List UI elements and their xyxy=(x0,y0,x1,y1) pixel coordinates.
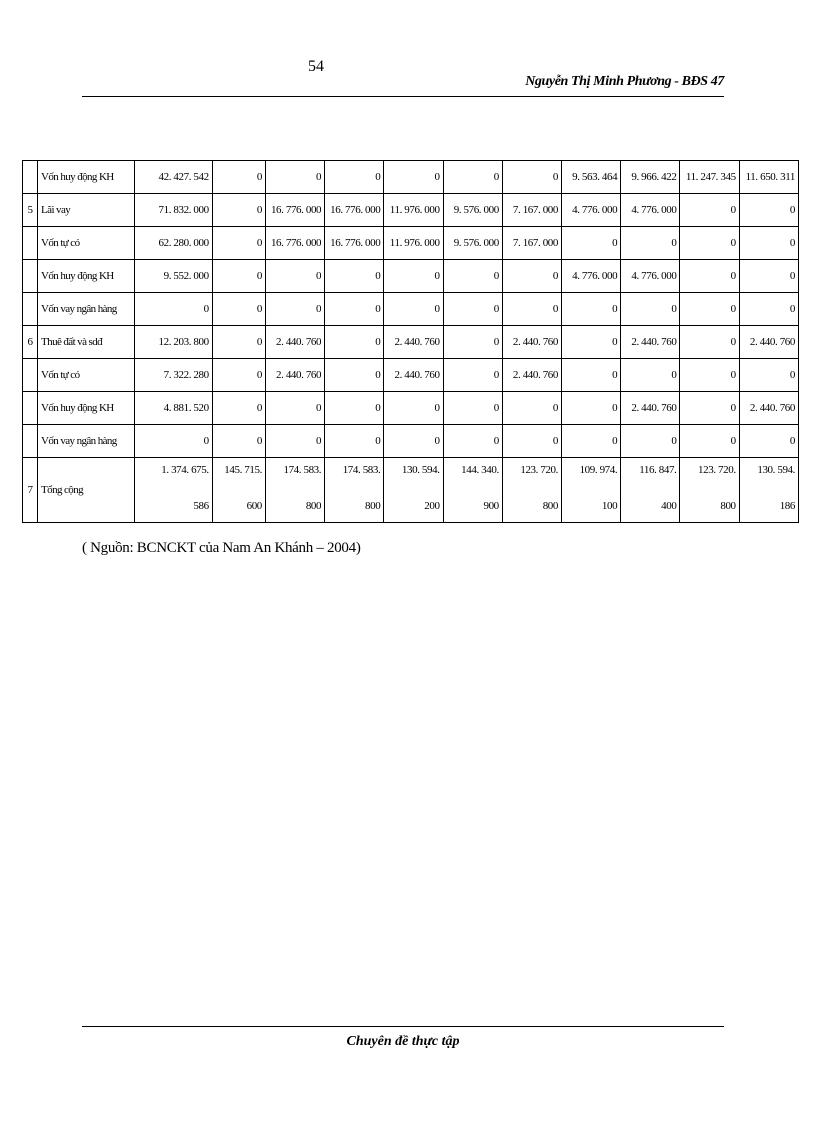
value-cell: 0 xyxy=(443,326,502,359)
value-cell: 2. 440. 760 xyxy=(384,326,443,359)
value-cell: 0 xyxy=(265,425,324,458)
total-value-line1: 130. 594. xyxy=(757,464,795,476)
total-value-cell xyxy=(325,458,384,523)
value-cell: 0 xyxy=(680,359,739,392)
value-cell: 2. 440. 760 xyxy=(502,359,561,392)
value-cell: 0 xyxy=(562,326,621,359)
total-value-line1: 1. 374. 675. xyxy=(161,464,209,476)
total-value-line2: 186 xyxy=(779,500,795,512)
row-label: Vốn tự có xyxy=(38,359,135,392)
value-cell: 2. 440. 760 xyxy=(739,326,798,359)
value-cell: 0 xyxy=(680,326,739,359)
value-cell: 0 xyxy=(212,392,265,425)
total-value-cell xyxy=(502,458,561,523)
value-cell: 0 xyxy=(502,260,561,293)
value-cell: 0 xyxy=(325,161,384,194)
value-cell: 0 xyxy=(384,260,443,293)
value-cell: 0 xyxy=(621,227,680,260)
value-cell: 0 xyxy=(443,392,502,425)
value-cell: 0 xyxy=(443,425,502,458)
value-cell: 0 xyxy=(384,392,443,425)
value-cell: 9. 552. 000 xyxy=(135,260,212,293)
value-cell: 0 xyxy=(562,425,621,458)
value-cell: 0 xyxy=(680,194,739,227)
value-cell: 0 xyxy=(562,359,621,392)
total-value-cell xyxy=(621,458,680,523)
table-row xyxy=(23,293,799,326)
value-cell: 0 xyxy=(562,392,621,425)
row-label: Thuê đất và sdđ xyxy=(38,326,135,359)
value-cell: 0 xyxy=(739,260,798,293)
total-value-line2: 800 xyxy=(720,500,736,512)
value-cell: 0 xyxy=(212,425,265,458)
row-index xyxy=(23,227,38,260)
value-cell: 0 xyxy=(739,227,798,260)
value-cell: 16. 776. 000 xyxy=(325,227,384,260)
row-index xyxy=(23,293,38,326)
value-cell: 0 xyxy=(680,392,739,425)
value-cell: 0 xyxy=(135,425,212,458)
row-index xyxy=(23,425,38,458)
value-cell: 0 xyxy=(502,161,561,194)
value-cell: 7. 322. 280 xyxy=(135,359,212,392)
table-row xyxy=(23,260,799,293)
row-index: 7 xyxy=(23,458,38,523)
value-cell: 0 xyxy=(621,293,680,326)
table-row xyxy=(23,425,799,458)
row-label: Vốn vay ngân hàng xyxy=(38,425,135,458)
value-cell: 0 xyxy=(502,293,561,326)
value-cell: 2. 440. 760 xyxy=(265,326,324,359)
row-index: 5 xyxy=(23,194,38,227)
value-cell: 0 xyxy=(325,425,384,458)
total-value-line2: 400 xyxy=(661,500,677,512)
value-cell: 0 xyxy=(443,293,502,326)
value-cell: 0 xyxy=(739,293,798,326)
total-value-line2: 800 xyxy=(305,500,322,512)
header-author: Nguyễn Thị Minh Phương - BĐS 47 xyxy=(525,74,724,89)
value-cell: 2. 440. 760 xyxy=(384,359,443,392)
value-cell: 4. 776. 000 xyxy=(562,260,621,293)
total-value-line1: 174. 583. xyxy=(283,464,322,476)
value-cell: 0 xyxy=(325,326,384,359)
value-cell: 9. 576. 000 xyxy=(443,227,502,260)
value-cell: 0 xyxy=(562,293,621,326)
row-index: 6 xyxy=(23,326,38,359)
total-value-line1: 174. 583. xyxy=(342,464,381,476)
value-cell: 0 xyxy=(502,425,561,458)
row-label: Vốn tự có xyxy=(38,227,135,260)
value-cell: 0 xyxy=(325,260,384,293)
total-value-cell xyxy=(562,458,621,523)
value-cell: 2. 440. 760 xyxy=(502,326,561,359)
row-label: Lãi vay xyxy=(38,194,135,227)
value-cell: 0 xyxy=(265,293,324,326)
value-cell: 0 xyxy=(739,359,798,392)
table-body xyxy=(23,161,799,523)
value-cell: 0 xyxy=(212,293,265,326)
row-index xyxy=(23,359,38,392)
value-cell: 16. 776. 000 xyxy=(325,194,384,227)
table-row xyxy=(23,194,799,227)
row-index xyxy=(23,392,38,425)
total-value-line1: 109. 974. xyxy=(579,464,618,476)
value-cell: 0 xyxy=(325,359,384,392)
value-cell: 0 xyxy=(384,293,443,326)
table-row xyxy=(23,392,799,425)
value-cell: 11. 976. 000 xyxy=(384,227,443,260)
value-cell: 0 xyxy=(680,425,739,458)
value-cell: 0 xyxy=(621,425,680,458)
row-label: Vốn huy động KH xyxy=(38,161,135,194)
value-cell: 7. 167. 000 xyxy=(502,227,561,260)
value-cell: 0 xyxy=(739,194,798,227)
table-row xyxy=(23,326,799,359)
row-label: Vốn vay ngân hàng xyxy=(38,293,135,326)
total-value-line2: 200 xyxy=(424,500,440,512)
total-value-cell xyxy=(739,458,798,523)
value-cell: 0 xyxy=(212,326,265,359)
row-label: Vốn huy động KH xyxy=(38,392,135,425)
value-cell: 4. 776. 000 xyxy=(621,260,680,293)
value-cell: 12. 203. 800 xyxy=(135,326,212,359)
total-row xyxy=(23,458,799,523)
value-cell: 2. 440. 760 xyxy=(621,392,680,425)
value-cell: 9. 966. 422 xyxy=(621,161,680,194)
total-value-line2: 100 xyxy=(601,500,618,512)
total-value-cell xyxy=(443,458,502,523)
value-cell: 0 xyxy=(265,161,324,194)
value-cell: 0 xyxy=(212,359,265,392)
value-cell: 0 xyxy=(680,227,739,260)
table-row xyxy=(23,359,799,392)
total-value-line1: 144. 340. xyxy=(461,464,499,476)
source-note: ( Nguồn: BCNCKT của Nam An Khánh – 2004) xyxy=(82,540,361,556)
value-cell: 0 xyxy=(443,260,502,293)
total-value-line1: 130. 594. xyxy=(401,464,440,476)
row-label: Vốn huy động KH xyxy=(38,260,135,293)
value-cell: 0 xyxy=(325,293,384,326)
value-cell: 0 xyxy=(212,161,265,194)
value-cell: 9. 576. 000 xyxy=(443,194,502,227)
value-cell: 0 xyxy=(212,194,265,227)
page-number: 54 xyxy=(308,58,324,75)
value-cell: 11. 976. 000 xyxy=(384,194,443,227)
total-value-cell xyxy=(265,458,324,523)
total-value-line2: 900 xyxy=(483,500,499,512)
value-cell: 4. 776. 000 xyxy=(562,194,621,227)
total-value-cell xyxy=(680,458,739,523)
value-cell: 0 xyxy=(212,227,265,260)
value-cell: 2. 440. 760 xyxy=(739,392,798,425)
value-cell: 2. 440. 760 xyxy=(265,359,324,392)
value-cell: 0 xyxy=(443,359,502,392)
value-cell: 0 xyxy=(212,260,265,293)
value-cell: 16. 776. 000 xyxy=(265,194,324,227)
value-cell: 0 xyxy=(135,293,212,326)
total-value-line2: 800 xyxy=(542,500,559,512)
table-row xyxy=(23,161,799,194)
value-cell: 0 xyxy=(680,260,739,293)
value-cell: 62. 280. 000 xyxy=(135,227,212,260)
row-index xyxy=(23,260,38,293)
value-cell: 4. 776. 000 xyxy=(621,194,680,227)
value-cell: 0 xyxy=(265,260,324,293)
value-cell: 9. 563. 464 xyxy=(562,161,621,194)
value-cell: 0 xyxy=(325,392,384,425)
footer-label: Chuyên đề thực tập xyxy=(346,1034,460,1049)
footer-text xyxy=(0,1034,816,1050)
value-cell: 4. 881. 520 xyxy=(135,392,212,425)
value-cell: 0 xyxy=(739,425,798,458)
total-value-line2: 586 xyxy=(193,500,209,512)
total-value-cell xyxy=(384,458,443,523)
value-cell: 16. 776. 000 xyxy=(265,227,324,260)
total-value-line2: 800 xyxy=(365,500,381,512)
header-divider xyxy=(82,96,724,97)
total-value-cell xyxy=(212,458,265,523)
value-cell: 11. 650. 311 xyxy=(739,161,798,194)
total-value-line1: 145. 715. xyxy=(224,464,262,476)
value-cell: 0 xyxy=(621,359,680,392)
value-cell: 71. 832. 000 xyxy=(135,194,212,227)
value-cell: 0 xyxy=(680,293,739,326)
footer-divider xyxy=(82,1026,724,1027)
total-value-line1: 123. 720. xyxy=(698,464,736,476)
table-row xyxy=(23,227,799,260)
investment-table xyxy=(22,160,799,523)
value-cell: 0 xyxy=(443,161,502,194)
total-value-line2: 600 xyxy=(246,500,262,512)
row-label: Tổng cộng xyxy=(38,458,135,523)
row-index xyxy=(23,161,38,194)
value-cell: 0 xyxy=(384,161,443,194)
value-cell: 2. 440. 760 xyxy=(621,326,680,359)
value-cell: 0 xyxy=(265,392,324,425)
value-cell: 42. 427. 542 xyxy=(135,161,212,194)
value-cell: 0 xyxy=(562,227,621,260)
total-value-cell xyxy=(135,458,212,523)
value-cell: 7. 167. 000 xyxy=(502,194,561,227)
total-value-line1: 116. 847. xyxy=(639,464,677,476)
total-value-line1: 123. 720. xyxy=(520,464,559,476)
value-cell: 0 xyxy=(502,392,561,425)
value-cell: 11. 247. 345 xyxy=(680,161,739,194)
value-cell: 0 xyxy=(384,425,443,458)
